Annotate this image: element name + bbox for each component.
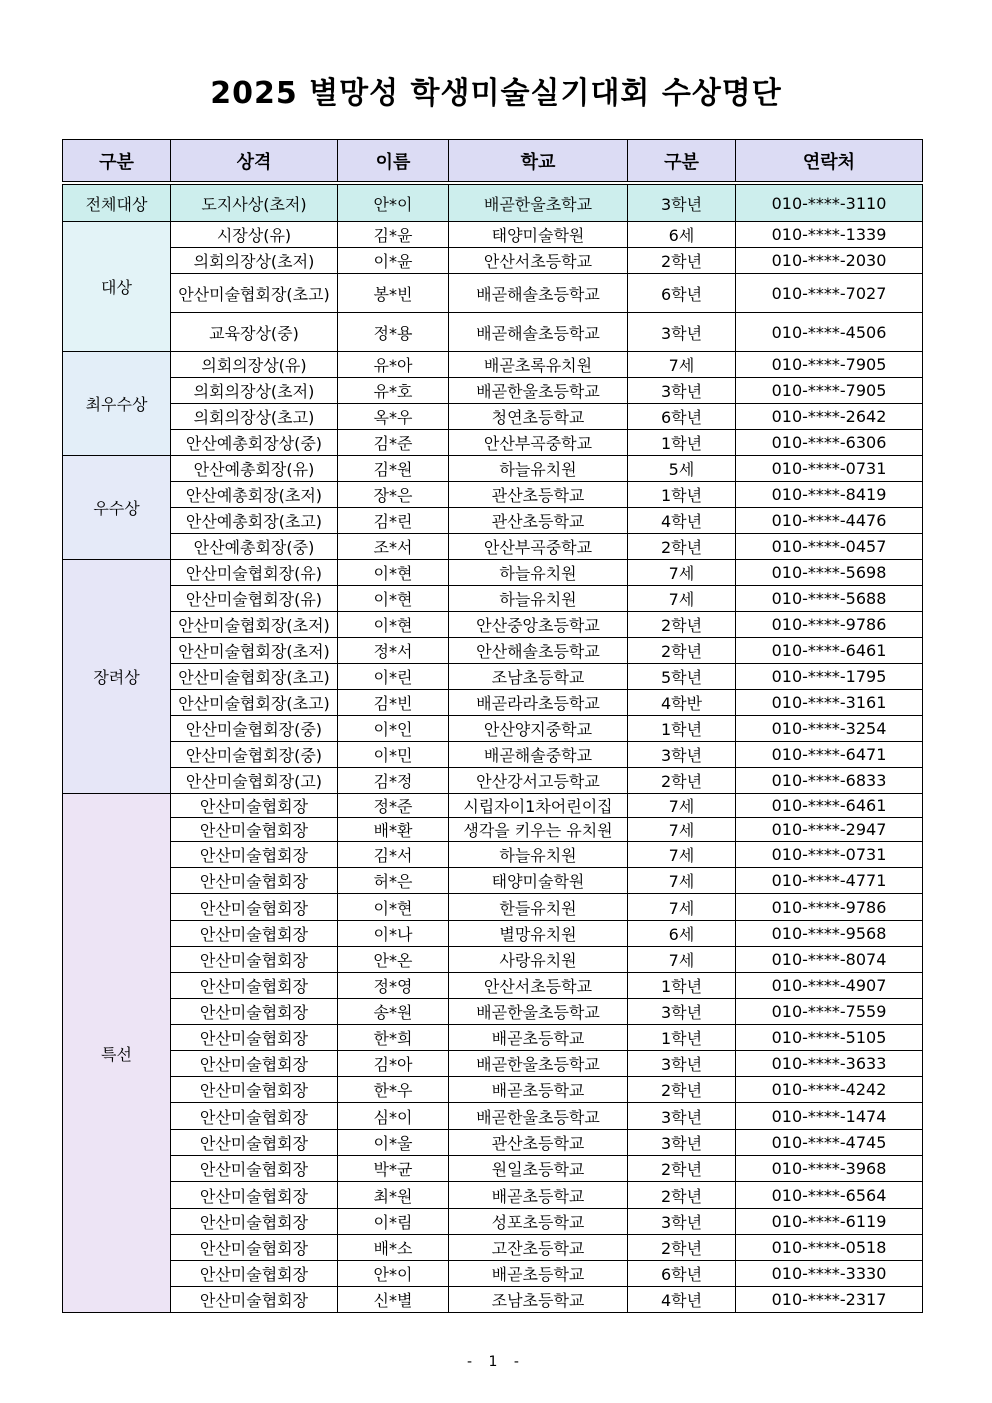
school-cell: 하늘유치원 [449, 842, 628, 868]
school-cell: 하늘유치원 [449, 560, 628, 586]
school-cell: 생각을 키우는 유치원 [449, 818, 628, 842]
phone-cell: 010-****-5105 [736, 1025, 923, 1051]
school-cell: 사랑유치원 [449, 947, 628, 973]
name-cell: 김*원 [338, 456, 449, 482]
school-cell: 성포초등학교 [449, 1209, 628, 1235]
grade-cell: 1학년 [628, 482, 736, 508]
phone-cell: 010-****-2317 [736, 1287, 923, 1313]
grade-cell: 6학년 [628, 404, 736, 430]
award-cell: 안산미술협회장 [171, 1182, 338, 1209]
grade-cell: 5학년 [628, 664, 736, 690]
award-cell: 안산미술협회장 [171, 794, 338, 818]
grade-cell: 1학년 [628, 973, 736, 999]
school-cell: 조남초등학교 [449, 1287, 628, 1313]
grade-cell: 2학년 [628, 768, 736, 794]
phone-cell: 010-****-2947 [736, 818, 923, 842]
table-row [63, 430, 923, 456]
award-cell: 의회의장상(초고) [171, 404, 338, 430]
phone-cell: 010-****-3161 [736, 690, 923, 716]
award-cell: 교육장상(중) [171, 313, 338, 352]
phone-cell: 010-****-9786 [736, 894, 923, 921]
grade-cell: 2학년 [628, 248, 736, 274]
grade-cell: 2학년 [628, 1235, 736, 1261]
school-cell: 안산부곡중학교 [449, 534, 628, 560]
phone-cell: 010-****-5688 [736, 586, 923, 612]
category-cell: 우수상 [63, 456, 171, 560]
grade-cell: 2학년 [628, 1077, 736, 1103]
table-row [63, 818, 923, 842]
name-cell: 김*정 [338, 768, 449, 794]
name-cell: 안*이 [338, 185, 449, 222]
award-cell: 안산미술협회장 [171, 973, 338, 999]
name-cell: 이*현 [338, 612, 449, 638]
school-cell: 별망유치원 [449, 921, 628, 947]
name-cell: 이*민 [338, 742, 449, 768]
name-cell: 배*환 [338, 818, 449, 842]
award-cell: 안산미술협회장 [171, 1025, 338, 1051]
phone-cell: 010-****-6306 [736, 430, 923, 456]
school-cell: 안산서초등학교 [449, 248, 628, 274]
name-cell: 이*인 [338, 716, 449, 742]
table-row [63, 248, 923, 274]
grade-cell: 7세 [628, 818, 736, 842]
phone-cell: 010-****-6461 [736, 638, 923, 664]
name-cell: 한*우 [338, 1077, 449, 1103]
table-row [63, 921, 923, 947]
table-row [63, 378, 923, 404]
phone-cell: 010-****-0731 [736, 456, 923, 482]
school-cell: 배곧초등학교 [449, 1261, 628, 1287]
school-cell: 관산초등학교 [449, 482, 628, 508]
award-cell: 안산예총회장(초고) [171, 508, 338, 534]
grade-cell: 3학년 [628, 313, 736, 352]
table-row [63, 1156, 923, 1182]
school-cell: 안산서초등학교 [449, 973, 628, 999]
award-table [62, 139, 923, 1313]
school-cell: 시립자이1차어린이집 [449, 794, 628, 818]
phone-cell: 010-****-4745 [736, 1130, 923, 1156]
phone-cell: 010-****-7559 [736, 999, 923, 1025]
award-cell: 안산미술협회장(중) [171, 716, 338, 742]
name-cell: 이*림 [338, 1209, 449, 1235]
phone-cell: 010-****-4771 [736, 868, 923, 894]
name-cell: 김*준 [338, 430, 449, 456]
grade-cell: 2학년 [628, 1156, 736, 1182]
table-row [63, 313, 923, 352]
name-cell: 조*서 [338, 534, 449, 560]
award-cell: 시장상(유) [171, 222, 338, 248]
table-row [63, 1077, 923, 1103]
award-cell: 의회의장상(유) [171, 352, 338, 378]
table-row [63, 999, 923, 1025]
award-cell: 안산미술협회장 [171, 1103, 338, 1130]
grade-cell: 7세 [628, 947, 736, 973]
phone-cell: 010-****-9786 [736, 612, 923, 638]
name-cell: 안*이 [338, 1261, 449, 1287]
table-row [63, 534, 923, 560]
phone-cell: 010-****-3110 [736, 185, 923, 222]
award-cell: 안산미술협회장(중) [171, 742, 338, 768]
school-cell: 태양미술학원 [449, 868, 628, 894]
name-cell: 정*준 [338, 794, 449, 818]
school-cell: 하늘유치원 [449, 456, 628, 482]
school-cell: 배곧해솔중학교 [449, 742, 628, 768]
award-cell: 안산예총회장상(중) [171, 430, 338, 456]
name-cell: 유*호 [338, 378, 449, 404]
grade-cell: 4학년 [628, 1287, 736, 1313]
name-cell: 이*윤 [338, 248, 449, 274]
name-cell: 장*은 [338, 482, 449, 508]
table-row [63, 768, 923, 794]
phone-cell: 010-****-3254 [736, 716, 923, 742]
award-cell: 안산미술협회장 [171, 947, 338, 973]
grade-cell: 7세 [628, 794, 736, 818]
grade-cell: 7세 [628, 586, 736, 612]
school-cell: 배곧한울초등학교 [449, 999, 628, 1025]
school-cell: 안산부곡중학교 [449, 430, 628, 456]
grade-cell: 6세 [628, 222, 736, 248]
table-row [63, 794, 923, 818]
grade-cell: 5세 [628, 456, 736, 482]
category-cell: 최우수상 [63, 352, 171, 456]
award-cell: 안산미술협회장 [171, 1287, 338, 1313]
table-row [63, 690, 923, 716]
name-cell: 박*균 [338, 1156, 449, 1182]
table-row [63, 716, 923, 742]
name-cell: 송*원 [338, 999, 449, 1025]
phone-cell: 010-****-0518 [736, 1235, 923, 1261]
table-row [63, 560, 923, 586]
name-cell: 한*희 [338, 1025, 449, 1051]
school-cell: 안산해솔초등학교 [449, 638, 628, 664]
phone-cell: 010-****-4476 [736, 508, 923, 534]
name-cell: 안*온 [338, 947, 449, 973]
header-contact: 연락처 [736, 140, 923, 182]
phone-cell: 010-****-4907 [736, 973, 923, 999]
grade-cell: 3학년 [628, 1209, 736, 1235]
award-cell: 안산미술협회장(초고) [171, 274, 338, 313]
grade-cell: 3학년 [628, 378, 736, 404]
award-cell: 안산미술협회장(초저) [171, 638, 338, 664]
name-cell: 이*린 [338, 664, 449, 690]
table-row [63, 1051, 923, 1077]
phone-cell: 010-****-1795 [736, 664, 923, 690]
award-cell: 안산미술협회장 [171, 894, 338, 921]
grade-cell: 7세 [628, 560, 736, 586]
award-cell: 안산미술협회장 [171, 1156, 338, 1182]
school-cell: 원일초등학교 [449, 1156, 628, 1182]
name-cell: 이*현 [338, 560, 449, 586]
name-cell: 김*윤 [338, 222, 449, 248]
header-school: 학교 [449, 140, 628, 182]
table-row [63, 868, 923, 894]
award-cell: 안산미술협회장(유) [171, 560, 338, 586]
table-row [63, 973, 923, 999]
phone-cell: 010-****-0457 [736, 534, 923, 560]
award-cell: 안산미술협회장(초저) [171, 612, 338, 638]
table-row [63, 508, 923, 534]
phone-cell: 010-****-6119 [736, 1209, 923, 1235]
table-row [63, 1287, 923, 1313]
name-cell: 김*린 [338, 508, 449, 534]
name-cell: 봉*빈 [338, 274, 449, 313]
school-cell: 고잔초등학교 [449, 1235, 628, 1261]
award-cell: 안산미술협회장 [171, 868, 338, 894]
school-cell: 안산양지중학교 [449, 716, 628, 742]
table-row [63, 638, 923, 664]
name-cell: 이*울 [338, 1130, 449, 1156]
school-cell: 조남초등학교 [449, 664, 628, 690]
table-row [63, 404, 923, 430]
name-cell: 최*원 [338, 1182, 449, 1209]
phone-cell: 010-****-3330 [736, 1261, 923, 1287]
grade-cell: 4학년 [628, 508, 736, 534]
grade-cell: 7세 [628, 894, 736, 921]
school-cell: 배곧해솔초등학교 [449, 313, 628, 352]
name-cell: 이*현 [338, 894, 449, 921]
grade-cell: 7세 [628, 352, 736, 378]
phone-cell: 010-****-7027 [736, 274, 923, 313]
table-row [63, 1130, 923, 1156]
header-award: 상격 [171, 140, 338, 182]
category-cell: 특선 [63, 794, 171, 1313]
grade-cell: 1학년 [628, 1025, 736, 1051]
grade-cell: 3학년 [628, 185, 736, 222]
table-row [63, 482, 923, 508]
phone-cell: 010-****-3968 [736, 1156, 923, 1182]
grade-cell: 2학년 [628, 638, 736, 664]
name-cell: 정*서 [338, 638, 449, 664]
header-grade: 구분 [628, 140, 736, 182]
award-cell: 안산미술협회장 [171, 921, 338, 947]
table-header [63, 140, 923, 182]
school-cell: 관산초등학교 [449, 1130, 628, 1156]
phone-cell: 010-****-1339 [736, 222, 923, 248]
phone-cell: 010-****-2642 [736, 404, 923, 430]
school-cell: 배곧한울초등학교 [449, 1051, 628, 1077]
award-cell: 안산예총회장(중) [171, 534, 338, 560]
table-row [63, 1261, 923, 1287]
grade-cell: 7세 [628, 842, 736, 868]
phone-cell: 010-****-6471 [736, 742, 923, 768]
grade-cell: 4학반 [628, 690, 736, 716]
school-cell: 배곧초등학교 [449, 1077, 628, 1103]
header-category: 구분 [63, 140, 171, 182]
award-cell: 안산미술협회장(고) [171, 768, 338, 794]
school-cell: 한들유치원 [449, 894, 628, 921]
name-cell: 허*은 [338, 868, 449, 894]
school-cell: 배곧초등학교 [449, 1182, 628, 1209]
grade-cell: 2학년 [628, 534, 736, 560]
name-cell: 배*소 [338, 1235, 449, 1261]
table-row [63, 456, 923, 482]
grade-cell: 3학년 [628, 1130, 736, 1156]
header-name: 이름 [338, 140, 449, 182]
name-cell: 이*나 [338, 921, 449, 947]
table-row [63, 1235, 923, 1261]
school-cell: 안산중앙초등학교 [449, 612, 628, 638]
table-row [63, 1103, 923, 1130]
phone-cell: 010-****-3633 [736, 1051, 923, 1077]
phone-cell: 010-****-8074 [736, 947, 923, 973]
school-cell: 배곧초록유치원 [449, 352, 628, 378]
table-row [63, 185, 923, 222]
category-cell: 장려상 [63, 560, 171, 794]
table-row [63, 1025, 923, 1051]
phone-cell: 010-****-6564 [736, 1182, 923, 1209]
category-cell: 전체대상 [63, 185, 171, 222]
award-cell: 안산예총회장(유) [171, 456, 338, 482]
school-cell: 하늘유치원 [449, 586, 628, 612]
grade-cell: 6학년 [628, 274, 736, 313]
name-cell: 김*서 [338, 842, 449, 868]
phone-cell: 010-****-8419 [736, 482, 923, 508]
school-cell: 태양미술학원 [449, 222, 628, 248]
phone-cell: 010-****-4506 [736, 313, 923, 352]
page-title: 2025 별망성 학생미술실기대회 수상명단 [210, 76, 782, 111]
award-cell: 안산미술협회장 [171, 1235, 338, 1261]
name-cell: 이*현 [338, 586, 449, 612]
table-row [63, 894, 923, 921]
grade-cell: 3학년 [628, 1103, 736, 1130]
phone-cell: 010-****-6833 [736, 768, 923, 794]
phone-cell: 010-****-4242 [736, 1077, 923, 1103]
award-cell: 안산예총회장(초저) [171, 482, 338, 508]
name-cell: 신*별 [338, 1287, 449, 1313]
phone-cell: 010-****-1474 [736, 1103, 923, 1130]
name-cell: 유*아 [338, 352, 449, 378]
school-cell: 배곧한울초등학교 [449, 1103, 628, 1130]
award-cell: 안산미술협회장 [171, 1051, 338, 1077]
table-row [63, 1182, 923, 1209]
grade-cell: 3학년 [628, 1051, 736, 1077]
table-row [63, 842, 923, 868]
phone-cell: 010-****-0731 [736, 842, 923, 868]
grade-cell: 1학년 [628, 430, 736, 456]
grade-cell: 1학년 [628, 716, 736, 742]
table-row [63, 222, 923, 248]
table-body [63, 182, 923, 1313]
grade-cell: 3학년 [628, 999, 736, 1025]
school-cell: 배곧한울초학교 [449, 185, 628, 222]
name-cell: 심*이 [338, 1103, 449, 1130]
table-row [63, 947, 923, 973]
award-cell: 안산미술협회장(초고) [171, 664, 338, 690]
phone-cell: 010-****-2030 [736, 248, 923, 274]
table-row [63, 664, 923, 690]
phone-cell: 010-****-6461 [736, 794, 923, 818]
table-row [63, 274, 923, 313]
table-row [63, 1209, 923, 1235]
school-cell: 배곧초등학교 [449, 1025, 628, 1051]
school-cell: 청연초등학교 [449, 404, 628, 430]
award-cell: 안산미술협회장 [171, 842, 338, 868]
phone-cell: 010-****-7905 [736, 352, 923, 378]
award-cell: 의회의장상(초저) [171, 248, 338, 274]
name-cell: 김*빈 [338, 690, 449, 716]
phone-cell: 010-****-5698 [736, 560, 923, 586]
award-cell: 안산미술협회장 [171, 1077, 338, 1103]
name-cell: 김*아 [338, 1051, 449, 1077]
award-cell: 안산미술협회장 [171, 1209, 338, 1235]
phone-cell: 010-****-9568 [736, 921, 923, 947]
grade-cell: 3학년 [628, 742, 736, 768]
award-cell: 도지사상(초저) [171, 185, 338, 222]
name-cell: 정*영 [338, 973, 449, 999]
award-cell: 안산미술협회장(초고) [171, 690, 338, 716]
award-cell: 안산미술협회장 [171, 1261, 338, 1287]
grade-cell: 2학년 [628, 612, 736, 638]
grade-cell: 7세 [628, 868, 736, 894]
award-cell: 안산미술협회장(유) [171, 586, 338, 612]
award-cell: 안산미술협회장 [171, 818, 338, 842]
school-cell: 안산강서고등학교 [449, 768, 628, 794]
table-row [63, 352, 923, 378]
school-cell: 배곧해솔초등학교 [449, 274, 628, 313]
phone-cell: 010-****-7905 [736, 378, 923, 404]
name-cell: 정*용 [338, 313, 449, 352]
award-cell: 의회의장상(초저) [171, 378, 338, 404]
school-cell: 배곧라라초등학교 [449, 690, 628, 716]
table-row [63, 742, 923, 768]
school-cell: 배곧한울초등학교 [449, 378, 628, 404]
award-cell: 안산미술협회장 [171, 1130, 338, 1156]
grade-cell: 6학년 [628, 1261, 736, 1287]
grade-cell: 2학년 [628, 1182, 736, 1209]
table-row [63, 612, 923, 638]
award-cell: 안산미술협회장 [171, 999, 338, 1025]
page-number: - 1 - [467, 1354, 525, 1370]
grade-cell: 6세 [628, 921, 736, 947]
name-cell: 옥*우 [338, 404, 449, 430]
school-cell: 관산초등학교 [449, 508, 628, 534]
category-cell: 대상 [63, 222, 171, 352]
table-row [63, 586, 923, 612]
